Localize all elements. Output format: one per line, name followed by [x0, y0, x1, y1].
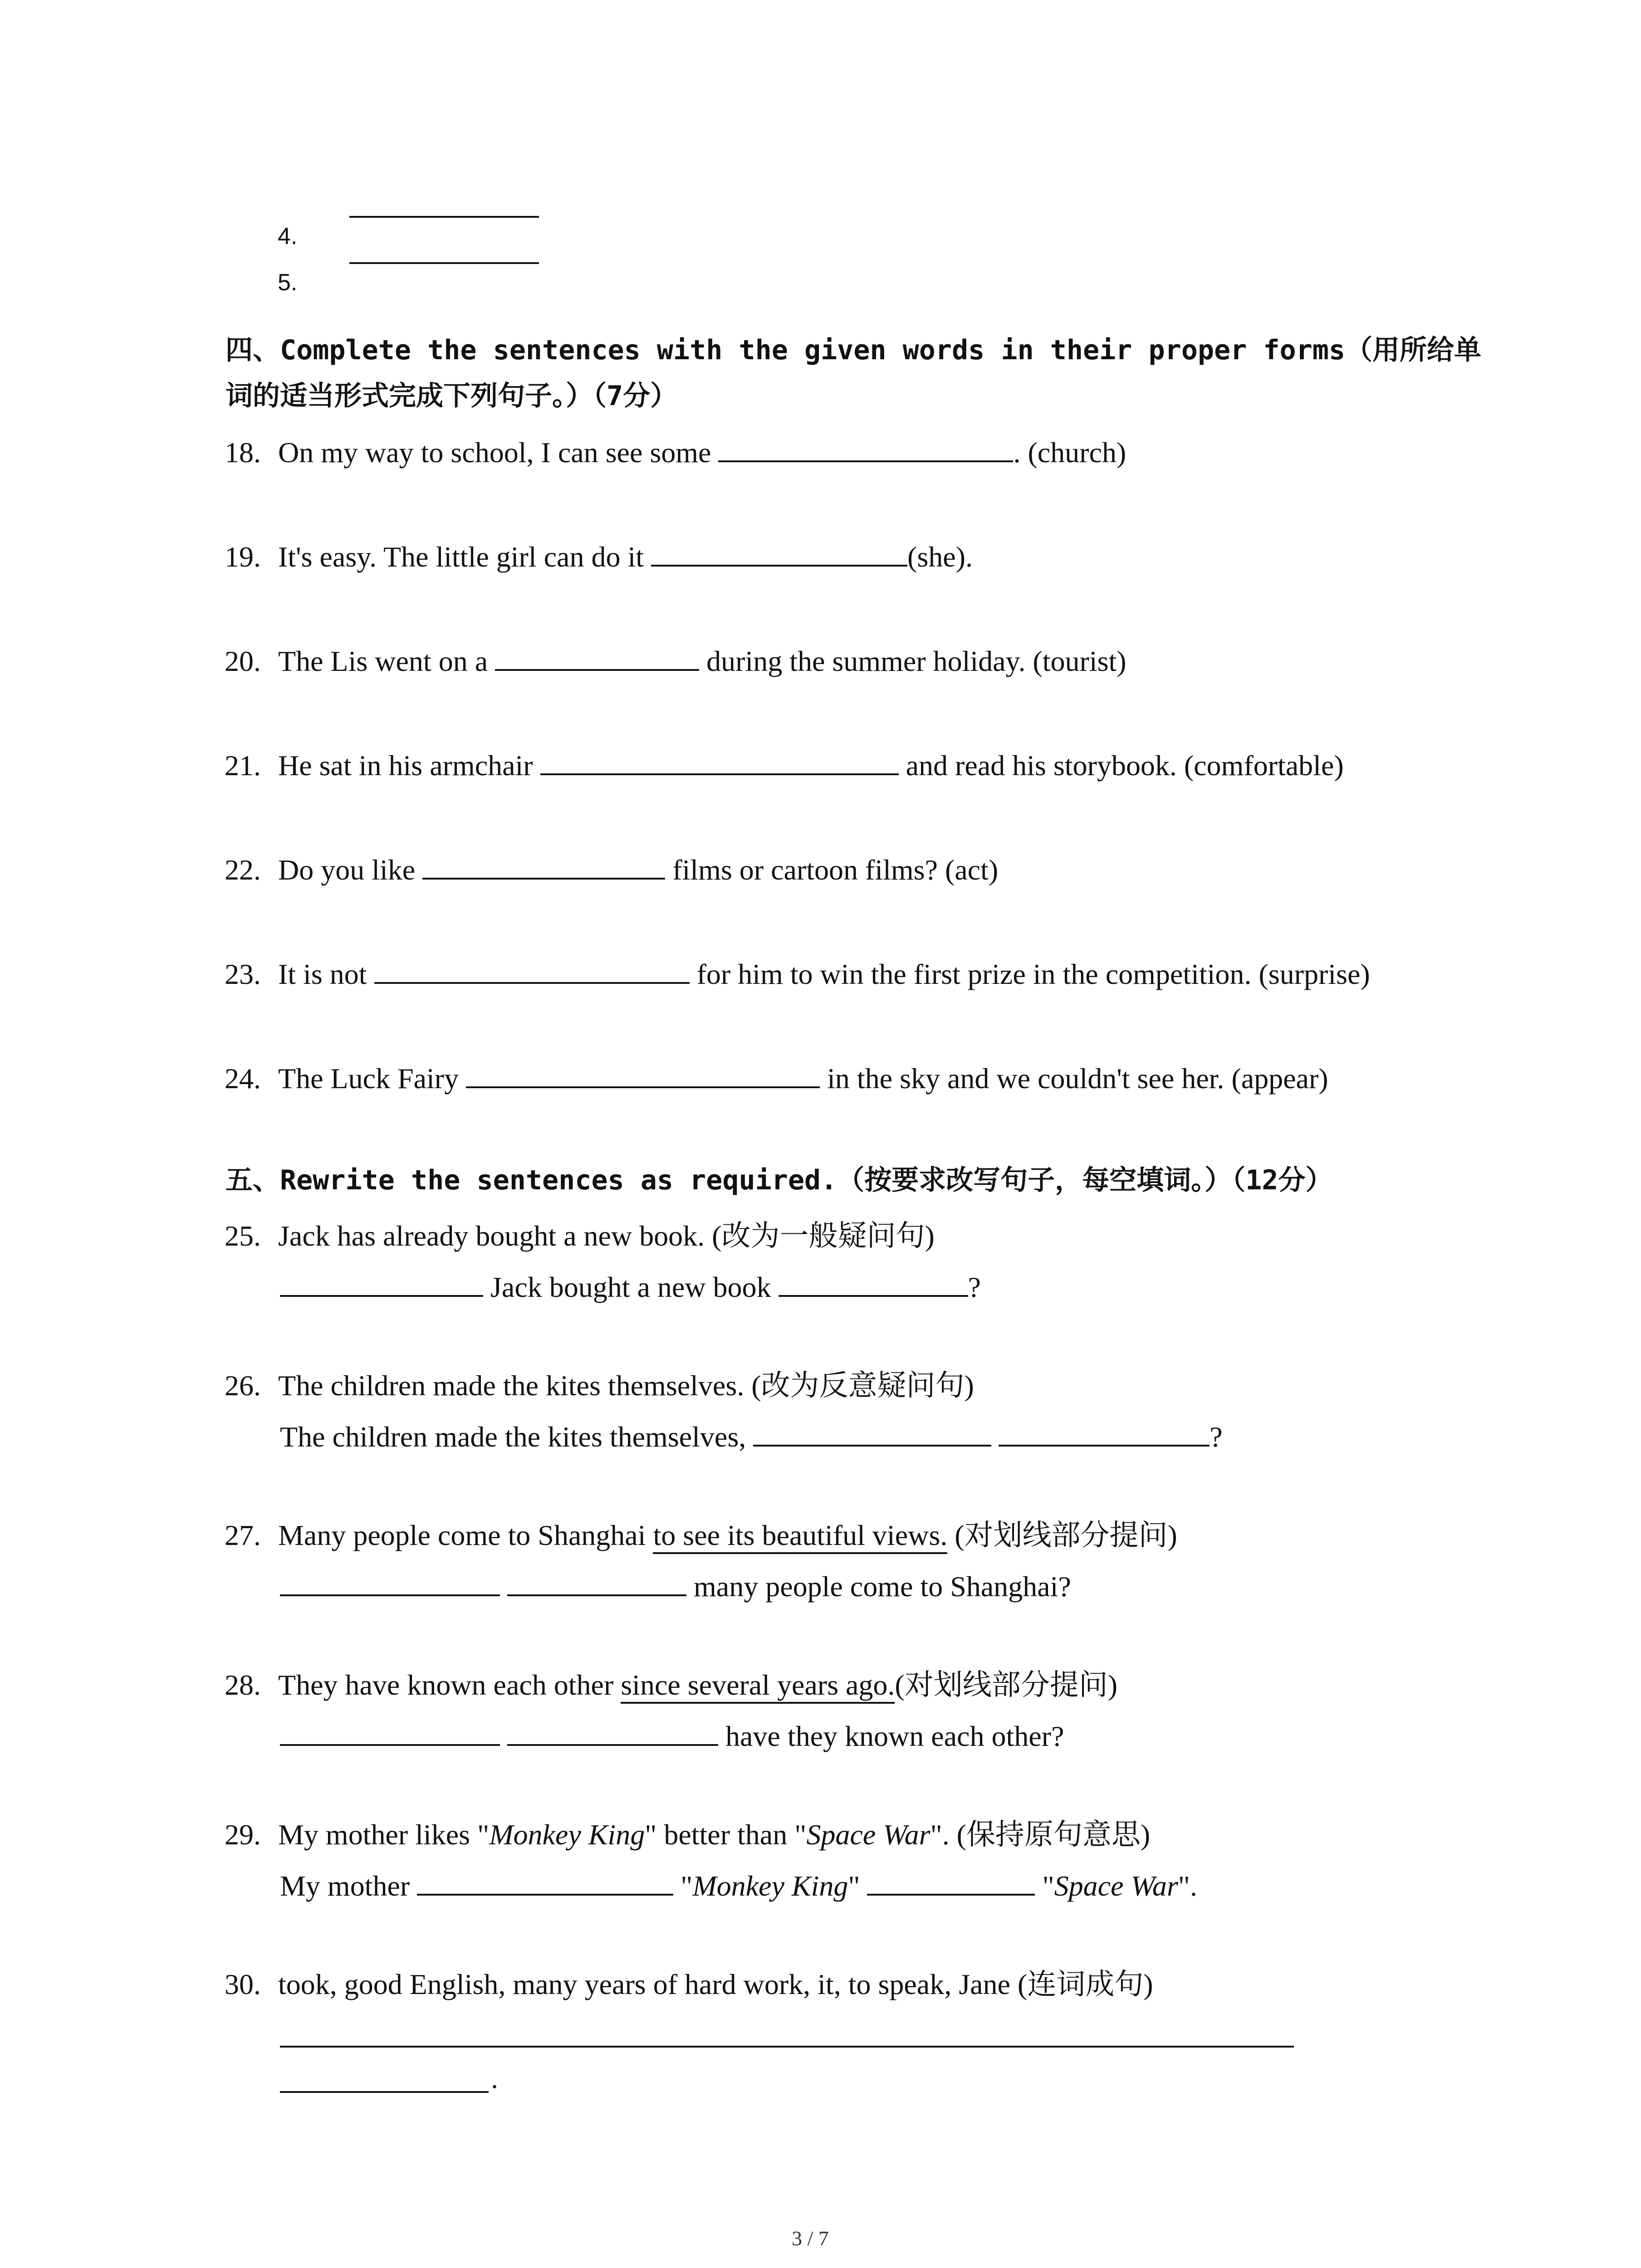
answer-30-period: .: [491, 2062, 498, 2094]
question-24: 24. The Luck Fairy in the sky and we couldn't see her. (appear): [225, 1062, 1328, 1095]
question-18: 18. On my way to school, I can see some . (church): [225, 436, 1127, 469]
question-26-answer-line: The children made the kites themselves, ?: [280, 1421, 1223, 1453]
answer-line-30a[interactable]: [280, 2046, 1294, 2048]
answer-blank-29b[interactable]: [867, 1870, 1035, 1896]
answer-blank-25a[interactable]: [280, 1271, 483, 1297]
answer-blank-27a[interactable]: [280, 1571, 500, 1596]
answer-blank-25b[interactable]: [779, 1271, 968, 1297]
question-20: 20. The Lis went on a during the summer holiday. (tourist): [225, 645, 1127, 677]
question-23: 23. It is not for him to win the first prize in the competition. (surprise): [225, 958, 1370, 990]
question-21: 21. He sat in his armchair and read his storybook. (comfortable): [225, 749, 1344, 782]
question-29: 29. My mother likes "Monkey King" better than "Space War". (保持原句意思): [225, 1818, 1151, 1851]
question-19: 19. It's easy. The little girl can do it (she).: [225, 541, 973, 573]
answer-blank-27b[interactable]: [507, 1571, 686, 1596]
answer-blank-23[interactable]: [374, 958, 690, 984]
answer-blank-26b[interactable]: [999, 1421, 1210, 1447]
answer-line-30b[interactable]: [280, 2091, 489, 2093]
list-item-5-label: 5.: [278, 269, 298, 296]
answer-line-3: [349, 216, 539, 218]
answer-blank-18[interactable]: [718, 437, 1013, 462]
answer-blank-29a[interactable]: [417, 1870, 673, 1896]
section-4-heading-line-2: 词的适当形式完成下列句子。）（7分）: [225, 380, 678, 412]
question-26: 26. The children made the kites themselves. (改为反意疑问句): [225, 1369, 974, 1402]
question-28-answer-line: have they known each other?: [280, 1721, 1064, 1751]
answer-blank-26a[interactable]: [753, 1421, 991, 1447]
question-28: 28. They have known each other since several years ago.(对划线部分提问): [225, 1671, 1117, 1700]
section-4-heading-line-1: 四、Complete the sentences with the given words in their proper forms（用所给单: [225, 334, 1481, 366]
answer-blank-19[interactable]: [651, 541, 907, 567]
question-29-answer-line: My mother "Monkey King" "Space War".: [280, 1870, 1197, 1902]
question-27-answer-line: many people come to Shanghai?: [280, 1571, 1071, 1601]
answer-blank-24[interactable]: [466, 1063, 820, 1088]
question-27: 27. Many people come to Shanghai to see its beautiful views. (对划线部分提问): [225, 1521, 1177, 1550]
underlined-phrase-28: since several years ago.: [621, 1669, 895, 1704]
answer-blank-22[interactable]: [422, 854, 665, 880]
answer-blank-28b[interactable]: [507, 1721, 718, 1746]
page-number: 3 / 7: [792, 2227, 829, 2250]
question-25-answer-line: Jack bought a new book ?: [280, 1271, 981, 1302]
question-22: 22. Do you like films or cartoon films? (act): [225, 854, 999, 886]
answer-blank-28a[interactable]: [280, 1721, 500, 1746]
section-5-heading: 五、Rewrite the sentences as required.（按要求改写句子，每空填词。）（12分）: [225, 1164, 1333, 1196]
answer-blank-20[interactable]: [495, 645, 699, 671]
underlined-phrase-27: to see its beautiful views.: [653, 1519, 947, 1554]
question-30: 30. took, good English, many years of hard work, it, to speak, Jane (连词成句): [225, 1968, 1153, 2000]
list-item-4-label: 4.: [278, 223, 298, 249]
question-25: 25. Jack has already bought a new book. (改为一般疑问句): [225, 1220, 935, 1252]
answer-line-4: [349, 262, 539, 264]
answer-blank-21[interactable]: [540, 750, 899, 775]
